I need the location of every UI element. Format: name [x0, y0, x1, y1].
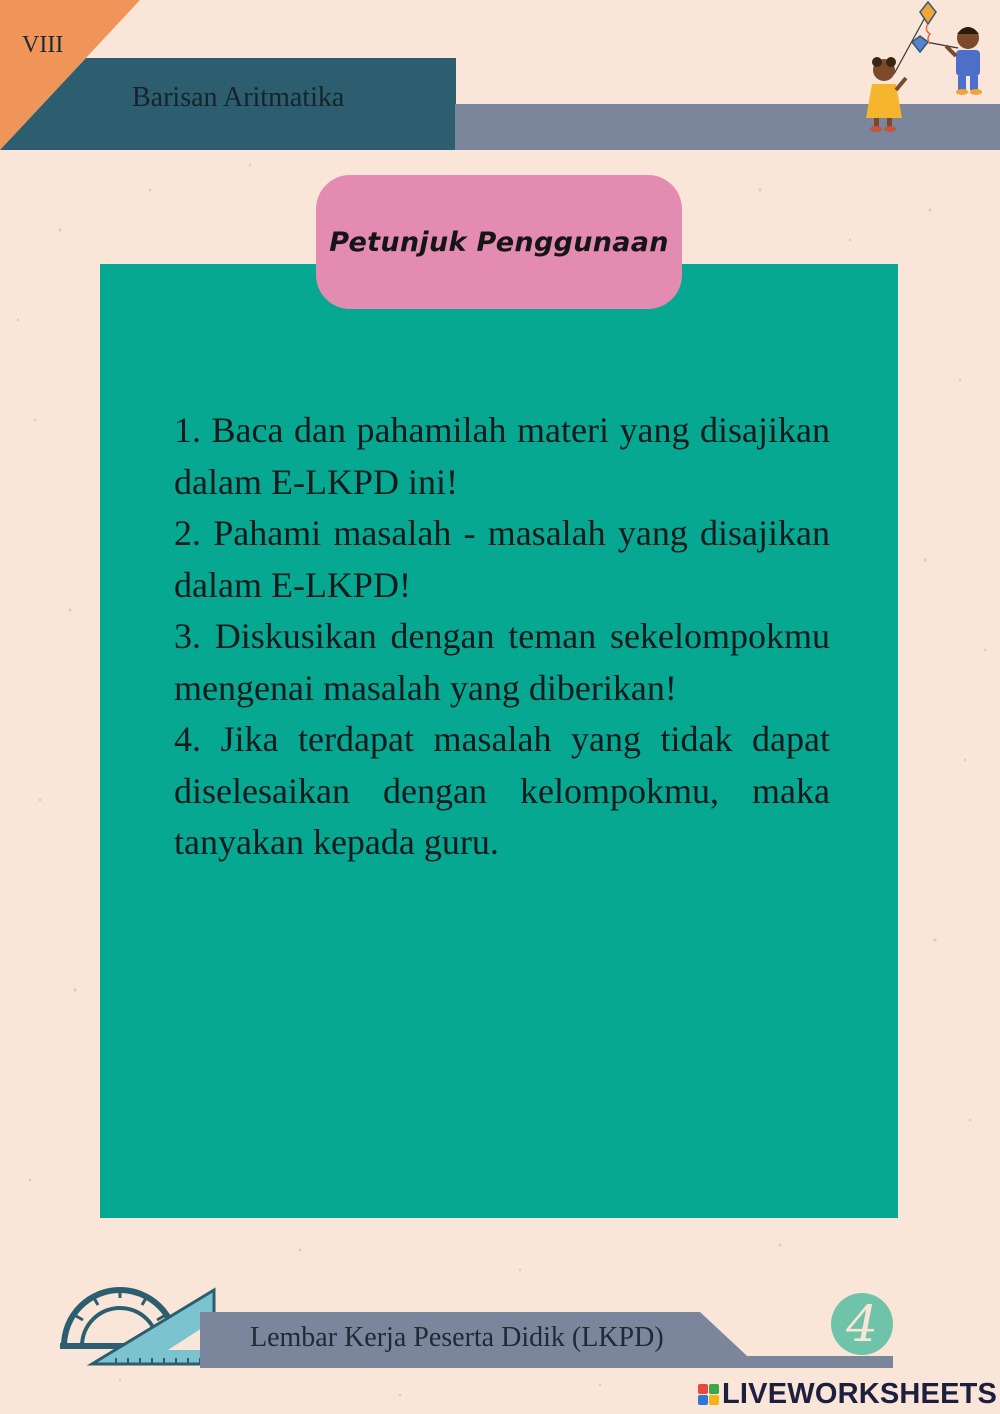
instruction-item: 3. Diskusikan dengan teman sekelompokmu mengenai masalah yang diberikan! — [174, 616, 830, 708]
section-heading-pill — [316, 175, 682, 309]
liveworksheets-logo[interactable] — [698, 1378, 997, 1411]
document-title: Lembar Kerja Peserta Didik (LKPD) — [250, 1322, 664, 1353]
brand-name: LIVEWORKSHEETS — [722, 1378, 998, 1410]
instruction-item: 1. Baca dan pahamilah materi yang disajikan dalam E-LKPD ini! — [174, 410, 830, 502]
instruction-item: 2. Pahami masalah - masalah yang disajikan dalam E-LKPD! — [174, 513, 830, 605]
section-heading: Petunjuk Penggunaan — [329, 226, 669, 258]
footer-gray-line — [700, 1356, 893, 1368]
topic-title: Barisan Aritmatika — [132, 82, 345, 113]
instruction-item: 4. Jika terdapat masalah yang tidak dapat diselesaikan dengan kelompokmu, maka tanyakan kepada guru. — [174, 719, 830, 862]
liveworksheets-logo-icon — [698, 1384, 719, 1405]
grade-label: VIII — [22, 32, 64, 58]
page-number-badge — [831, 1293, 893, 1355]
children-flying-kites-icon — [856, 0, 996, 134]
page-number: 4 — [846, 1295, 878, 1353]
instruction-list — [174, 405, 830, 869]
